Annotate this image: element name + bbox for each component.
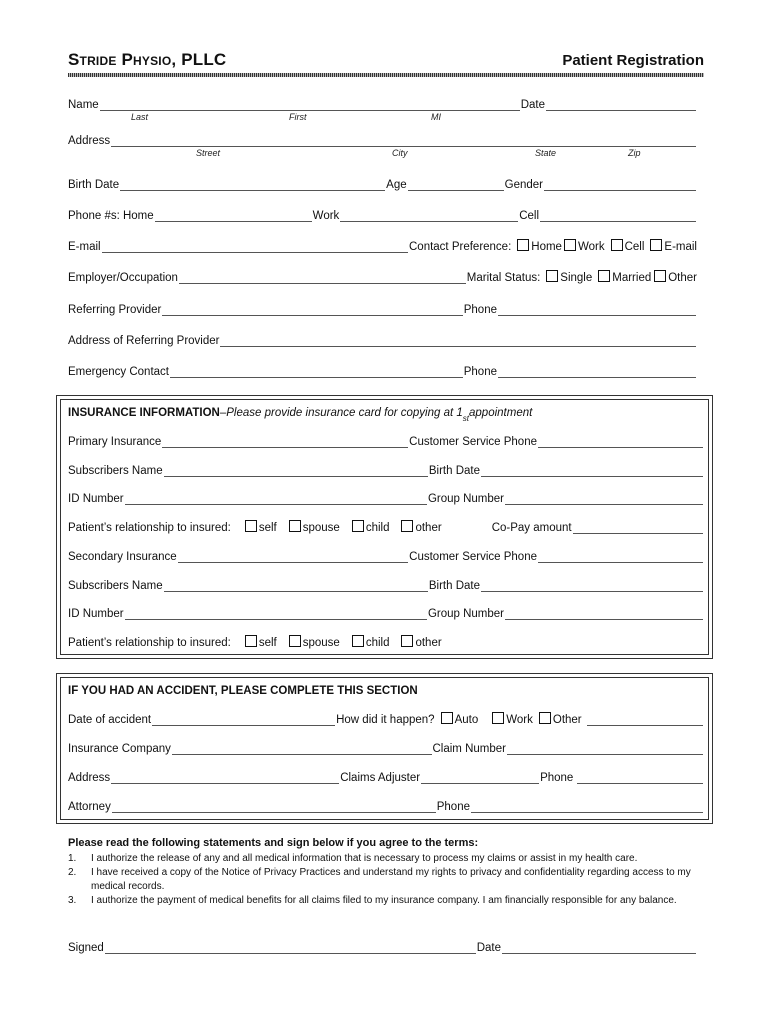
adjuster-phone-label: Phone bbox=[540, 772, 574, 784]
secondary-id-row bbox=[68, 606, 704, 620]
claim-number-label: Claim Number bbox=[432, 743, 506, 755]
age-field[interactable] bbox=[408, 179, 504, 191]
sec-rel-other-option[interactable]: other bbox=[395, 635, 441, 649]
age-label: Age bbox=[386, 179, 407, 191]
emergency-phone-field[interactable] bbox=[498, 366, 696, 378]
home-phone-field[interactable] bbox=[155, 210, 312, 222]
checkbox[interactable] bbox=[546, 270, 558, 282]
checkbox[interactable] bbox=[352, 520, 364, 532]
rel-self-option[interactable]: self bbox=[239, 520, 277, 534]
name-label: Name bbox=[68, 99, 99, 111]
cell-phone-field[interactable] bbox=[540, 210, 696, 222]
primary-insurance-field[interactable] bbox=[162, 436, 408, 448]
contact-email-option[interactable]: E-mail bbox=[644, 239, 697, 253]
accident-heading: IF YOU HAD AN ACCIDENT, PLEASE COMPLETE THIS SECTION bbox=[68, 685, 418, 697]
secondary-subscriber-row bbox=[68, 578, 704, 592]
cell-phone-label: Cell bbox=[519, 210, 539, 222]
attorney-row bbox=[68, 799, 704, 813]
state-caption: State bbox=[535, 148, 557, 158]
referring-address-label: Address of Referring Provider bbox=[68, 335, 220, 347]
rel-child-option[interactable]: child bbox=[346, 520, 390, 534]
subscriber-row bbox=[68, 463, 704, 477]
sec-rel-child-option[interactable]: child bbox=[346, 635, 390, 649]
accident-company-row bbox=[68, 741, 704, 755]
marital-other-option[interactable]: Other bbox=[651, 270, 697, 284]
secondary-insurance-row bbox=[68, 549, 704, 563]
secondary-group-label: Group Number bbox=[427, 608, 504, 620]
rel-spouse-option[interactable]: spouse bbox=[283, 520, 340, 534]
contact-home-option[interactable]: Home bbox=[511, 239, 562, 253]
id-number-row bbox=[68, 491, 704, 505]
attorney-field[interactable] bbox=[112, 801, 436, 813]
accident-address-label: Address bbox=[68, 772, 111, 784]
marital-label: Marital Status: bbox=[466, 272, 541, 284]
checkbox[interactable] bbox=[598, 270, 610, 282]
customer-service-phone-label: Customer Service Phone bbox=[409, 436, 537, 448]
referring-address-field[interactable] bbox=[220, 335, 696, 347]
work-phone-label: Work bbox=[312, 210, 340, 222]
attorney-phone-label: Phone bbox=[436, 801, 470, 813]
accident-address-field[interactable] bbox=[111, 772, 339, 784]
rel-other-option[interactable]: other bbox=[395, 520, 441, 534]
contact-cell-option[interactable]: Cell bbox=[605, 239, 645, 253]
accident-address-row bbox=[68, 770, 704, 784]
how-auto-option[interactable]: Auto bbox=[435, 712, 479, 726]
insurance-heading: INSURANCE INFORMATION – Please provide insurance card for copying at 1 st appointment bbox=[68, 407, 533, 423]
date-field[interactable] bbox=[546, 99, 696, 111]
brand-name: Stride Physio, PLLC bbox=[68, 50, 227, 69]
form-header bbox=[68, 50, 704, 74]
secondary-insurance-label: Secondary Insurance bbox=[68, 551, 177, 563]
secondary-csp-field[interactable] bbox=[538, 551, 703, 563]
terms-heading: Please read the following statements and sign below if you agree to the terms: bbox=[68, 837, 479, 849]
how-other-field[interactable] bbox=[587, 714, 703, 726]
checkbox[interactable] bbox=[492, 712, 504, 724]
primary-insurance-label: Primary Insurance bbox=[68, 436, 162, 448]
checkbox[interactable] bbox=[401, 520, 413, 532]
address-field[interactable] bbox=[111, 135, 696, 147]
accident-company-label: Insurance Company bbox=[68, 743, 171, 755]
zip-caption: Zip bbox=[628, 148, 641, 158]
how-other-option[interactable]: Other bbox=[533, 712, 582, 726]
copay-label: Co-Pay amount bbox=[491, 522, 572, 534]
home-phone-label: Phone #s: Home bbox=[68, 210, 154, 222]
checkbox[interactable] bbox=[650, 239, 662, 251]
checkbox[interactable] bbox=[245, 635, 257, 647]
checkbox[interactable] bbox=[564, 239, 576, 251]
secondary-subscriber-field[interactable] bbox=[164, 580, 428, 592]
signature-date-field[interactable] bbox=[502, 942, 696, 954]
email-field[interactable] bbox=[102, 241, 408, 253]
checkbox[interactable] bbox=[611, 239, 623, 251]
employer-field[interactable] bbox=[179, 272, 466, 284]
marital-single-option[interactable]: Single bbox=[540, 270, 592, 284]
id-number-label: ID Number bbox=[68, 493, 124, 505]
checkbox[interactable] bbox=[289, 635, 301, 647]
secondary-birth-date-field[interactable] bbox=[481, 580, 703, 592]
subscriber-birth-date-field[interactable] bbox=[481, 465, 703, 477]
phones-row bbox=[68, 208, 697, 222]
accident-date-row bbox=[68, 712, 704, 726]
group-number-label: Group Number bbox=[427, 493, 504, 505]
referring-address-row bbox=[68, 333, 697, 347]
secondary-subscriber-label: Subscribers Name bbox=[68, 580, 163, 592]
birth-date-label: Birth Date bbox=[68, 179, 120, 191]
subscriber-name-field[interactable] bbox=[164, 465, 428, 477]
address-row bbox=[68, 133, 697, 147]
checkbox[interactable] bbox=[441, 712, 453, 724]
secondary-id-field[interactable] bbox=[125, 608, 427, 620]
email-label: E-mail bbox=[68, 241, 101, 253]
claims-adjuster-field[interactable] bbox=[421, 772, 539, 784]
relationship-row bbox=[68, 520, 704, 534]
checkbox[interactable] bbox=[352, 635, 364, 647]
city-caption: City bbox=[392, 148, 408, 158]
how-label: How did it happen? bbox=[336, 714, 435, 726]
insurance-section bbox=[56, 395, 713, 659]
last-caption: Last bbox=[131, 112, 149, 122]
group-number-field[interactable] bbox=[505, 493, 703, 505]
checkbox[interactable] bbox=[539, 712, 551, 724]
subscriber-birth-date-label: Birth Date bbox=[428, 465, 480, 477]
address-label: Address bbox=[68, 135, 111, 147]
referring-row bbox=[68, 302, 697, 316]
referring-provider-label: Referring Provider bbox=[68, 304, 162, 316]
checkbox[interactable] bbox=[289, 520, 301, 532]
secondary-insurance-field[interactable] bbox=[178, 551, 408, 563]
how-work-option[interactable]: Work bbox=[486, 712, 533, 726]
street-caption: Street bbox=[196, 148, 221, 158]
attorney-label: Attorney bbox=[68, 801, 111, 813]
copay-field[interactable] bbox=[573, 522, 703, 534]
terms-list bbox=[68, 852, 702, 908]
claims-adjuster-label: Claims Adjuster bbox=[340, 772, 421, 784]
gender-label: Gender bbox=[504, 179, 543, 191]
emergency-contact-field[interactable] bbox=[170, 366, 463, 378]
contact-work-option[interactable]: Work bbox=[562, 239, 605, 253]
email-row bbox=[68, 239, 697, 253]
emergency-phone-label: Phone bbox=[463, 366, 497, 378]
employer-label: Employer/Occupation bbox=[68, 272, 178, 284]
primary-insurance-row bbox=[68, 434, 704, 448]
accident-date-label: Date of accident bbox=[68, 714, 152, 726]
name-field[interactable] bbox=[100, 99, 520, 111]
header-divider bbox=[68, 73, 704, 77]
claim-number-field[interactable] bbox=[507, 743, 703, 755]
list-item: 1. I authorize the release of any and all medical information that is necessary to process my claims or assist in my health care. bbox=[68, 853, 638, 864]
id-number-field[interactable] bbox=[125, 493, 427, 505]
list-item: 3. I authorize the payment of medical benefits for all claims filed to my insurance company. I am financially responsible for any balance. bbox=[68, 895, 677, 906]
referring-provider-field[interactable] bbox=[162, 304, 462, 316]
secondary-group-field[interactable] bbox=[505, 608, 703, 620]
secondary-birth-date-label: Birth Date bbox=[428, 580, 480, 592]
signature-field[interactable] bbox=[105, 942, 476, 954]
accident-company-field[interactable] bbox=[172, 743, 432, 755]
customer-service-phone-field[interactable] bbox=[538, 436, 703, 448]
secondary-id-label: ID Number bbox=[68, 608, 124, 620]
signature-date-label: Date bbox=[476, 942, 501, 954]
date-label: Date bbox=[520, 99, 545, 111]
name-row bbox=[68, 97, 697, 111]
subscriber-name-label: Subscribers Name bbox=[68, 465, 163, 477]
birth-date-field[interactable] bbox=[120, 179, 385, 191]
gender-field[interactable] bbox=[544, 179, 696, 191]
accident-section bbox=[56, 673, 713, 824]
terms-section bbox=[68, 836, 702, 908]
signature-row bbox=[68, 940, 697, 954]
checkbox[interactable] bbox=[517, 239, 529, 251]
contact-pref-label: Contact Preference: bbox=[409, 241, 512, 253]
signed-label: Signed bbox=[68, 942, 104, 954]
emergency-contact-label: Emergency Contact bbox=[68, 366, 169, 378]
checkbox[interactable] bbox=[245, 520, 257, 532]
form-title: Patient Registration bbox=[562, 52, 704, 69]
referring-phone-field[interactable] bbox=[498, 304, 696, 316]
sec-rel-spouse-option[interactable]: spouse bbox=[283, 635, 340, 649]
emergency-row bbox=[68, 364, 697, 378]
referring-phone-label: Phone bbox=[463, 304, 497, 316]
secondary-relationship-label: Patient’s relationship to insured: bbox=[68, 637, 231, 649]
list-item: 2. I have received a copy of the Notice of Privacy Practices and understand my rights to privacy and confidentiality regarding access to my medical records. bbox=[68, 867, 691, 892]
secondary-csp-label: Customer Service Phone bbox=[409, 551, 537, 563]
sec-rel-self-option[interactable]: self bbox=[239, 635, 277, 649]
mi-caption: MI bbox=[431, 112, 441, 122]
secondary-relationship-row bbox=[68, 635, 704, 649]
checkbox[interactable] bbox=[654, 270, 666, 282]
adjuster-phone-field[interactable] bbox=[577, 772, 703, 784]
checkbox[interactable] bbox=[401, 635, 413, 647]
first-caption: First bbox=[289, 112, 307, 122]
accident-date-field[interactable] bbox=[152, 714, 335, 726]
work-phone-field[interactable] bbox=[340, 210, 518, 222]
birth-row bbox=[68, 177, 697, 191]
relationship-label: Patient’s relationship to insured: bbox=[68, 522, 231, 534]
attorney-phone-field[interactable] bbox=[471, 801, 703, 813]
marital-married-option[interactable]: Married bbox=[592, 270, 651, 284]
employer-row bbox=[68, 270, 697, 284]
